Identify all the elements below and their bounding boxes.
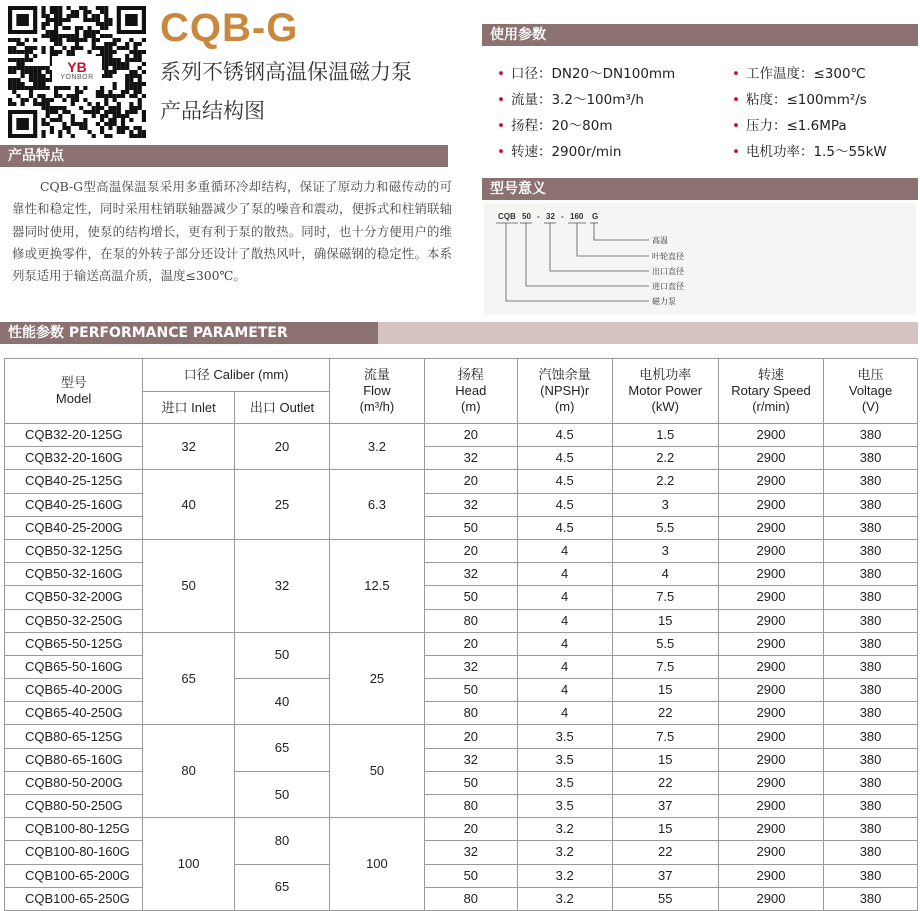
product-title: CQB-G	[160, 6, 299, 50]
cell-voltage: 380	[824, 771, 918, 794]
col-head: 扬程 Head (m)	[424, 359, 517, 424]
product-subtitle: 系列不锈钢高温保温磁力泵	[160, 60, 412, 84]
cell-speed: 2900	[718, 679, 823, 702]
cell-head: 32	[424, 655, 517, 678]
performance-header-bar	[0, 322, 918, 344]
cell-speed: 2900	[718, 887, 823, 910]
cell-voltage: 380	[824, 655, 918, 678]
cell-outlet: 32	[235, 539, 330, 632]
cell-speed: 2900	[718, 702, 823, 725]
cell-npsh: 4.5	[517, 516, 612, 539]
cell-head: 32	[424, 447, 517, 470]
cell-speed: 2900	[718, 586, 823, 609]
cell-outlet: 25	[235, 470, 330, 540]
cell-speed: 2900	[718, 632, 823, 655]
cell-speed: 2900	[718, 493, 823, 516]
cell-npsh: 4	[517, 609, 612, 632]
cell-npsh: 3.5	[517, 748, 612, 771]
col-motor-power: 电机功率 Motor Power (kW)	[612, 359, 718, 424]
cell-voltage: 380	[824, 516, 918, 539]
cell-npsh: 4.5	[517, 424, 612, 447]
performance-table	[4, 358, 918, 911]
code-label-outlet-dia: 出口直径	[652, 267, 684, 276]
cell-power: 22	[612, 841, 718, 864]
table-row	[5, 748, 918, 771]
cell-speed: 2900	[718, 841, 823, 864]
cell-model: CQB32-20-125G	[5, 424, 143, 447]
cell-npsh: 3.2	[517, 841, 612, 864]
cell-npsh: 4.5	[517, 493, 612, 516]
param-head: • 扬程：20～80m	[497, 118, 613, 134]
table-row	[5, 655, 918, 678]
cell-model: CQB50-32-250G	[5, 609, 143, 632]
cell-head: 32	[424, 748, 517, 771]
cell-speed: 2900	[718, 725, 823, 748]
table-row	[5, 632, 918, 655]
cell-voltage: 380	[824, 539, 918, 562]
cell-power: 37	[612, 864, 718, 887]
model-code-diagram	[484, 203, 916, 315]
cell-speed: 2900	[718, 470, 823, 493]
cell-model: CQB65-50-125G	[5, 632, 143, 655]
cell-outlet: 65	[235, 864, 330, 910]
cell-power: 15	[612, 818, 718, 841]
cell-model: CQB65-40-250G	[5, 702, 143, 725]
table-row	[5, 725, 918, 748]
brand-logo-text: YONBOR	[60, 74, 94, 81]
cell-npsh: 3.5	[517, 725, 612, 748]
cell-power: 15	[612, 748, 718, 771]
features-header-bar	[0, 145, 448, 167]
cell-model: CQB40-25-125G	[5, 470, 143, 493]
cell-power: 37	[612, 795, 718, 818]
cell-npsh: 4	[517, 632, 612, 655]
cell-speed: 2900	[718, 655, 823, 678]
table-row	[5, 563, 918, 586]
features-text: CQB-G型高温保温泵采用多重循环冷却结构，保证了原动力和磁传动的可靠性和稳定性，同时采用柱销联轴器减少了泵的噪音和震动，便拆式和柱销联轴器同时使用，使泵的结构增长，更有利于泵的散热。同时，也十分方便用户的维修或更换零件，在泵的外转子部分还设计了散热风叶，确保磁钢的稳定性。本系列泵适用于输送高温介质，温度≤300℃。	[12, 179, 452, 284]
cell-npsh: 3.5	[517, 795, 612, 818]
table-row	[5, 818, 918, 841]
cell-power: 2.2	[612, 447, 718, 470]
table-row	[5, 841, 918, 864]
cell-npsh: 4	[517, 586, 612, 609]
model-meaning-header-bar	[482, 178, 918, 200]
cell-model: CQB80-65-125G	[5, 725, 143, 748]
cell-speed: 2900	[718, 563, 823, 586]
cell-voltage: 380	[824, 563, 918, 586]
cell-model: CQB100-65-250G	[5, 887, 143, 910]
qr-code	[8, 6, 146, 138]
cell-voltage: 380	[824, 424, 918, 447]
table-row	[5, 539, 918, 562]
table-row	[5, 679, 918, 702]
col-flow: 流量 Flow (m³/h)	[329, 359, 424, 424]
table-row	[5, 864, 918, 887]
cell-power: 22	[612, 771, 718, 794]
cell-model: CQB50-32-200G	[5, 586, 143, 609]
code-label-impeller-dia: 叶轮直径	[652, 252, 684, 261]
cell-npsh: 4	[517, 563, 612, 586]
cell-speed: 2900	[718, 424, 823, 447]
cell-head: 80	[424, 887, 517, 910]
col-rotary-speed: 转速 Rotary Speed (r/min)	[718, 359, 823, 424]
brand-logo-mark: YB	[67, 59, 87, 75]
table-row	[5, 447, 918, 470]
cell-speed: 2900	[718, 748, 823, 771]
cell-model: CQB50-32-125G	[5, 539, 143, 562]
cell-model: CQB40-25-200G	[5, 516, 143, 539]
cell-outlet: 50	[235, 771, 330, 817]
col-npsh: 汽蚀余量 (NPSH)r (m)	[517, 359, 612, 424]
cell-power: 7.5	[612, 655, 718, 678]
cell-head: 32	[424, 493, 517, 516]
structure-diagram-label: 产品结构图	[160, 99, 265, 123]
cell-outlet: 65	[235, 725, 330, 771]
table-row	[5, 795, 918, 818]
col-outlet: 出口 Outlet	[235, 392, 330, 424]
cell-npsh: 4.5	[517, 447, 612, 470]
cell-head: 32	[424, 841, 517, 864]
cell-model: CQB80-50-200G	[5, 771, 143, 794]
param-motor-power: • 电机功率：1.5～55kW	[732, 144, 887, 160]
code-part-dash2: -	[561, 212, 564, 221]
cell-flow: 6.3	[329, 470, 424, 540]
cell-model: CQB32-20-160G	[5, 447, 143, 470]
cell-npsh: 3.5	[517, 771, 612, 794]
cell-speed: 2900	[718, 539, 823, 562]
col-inlet: 进口 Inlet	[143, 392, 235, 424]
cell-voltage: 380	[824, 679, 918, 702]
cell-voltage: 380	[824, 493, 918, 516]
param-caliber: • 口径：DN20～DN100mm	[497, 66, 676, 82]
cell-voltage: 380	[824, 818, 918, 841]
cell-outlet: 80	[235, 818, 330, 864]
cell-model: CQB100-80-125G	[5, 818, 143, 841]
table-row	[5, 609, 918, 632]
cell-npsh: 3.2	[517, 864, 612, 887]
cell-power: 55	[612, 887, 718, 910]
table-row	[5, 470, 918, 493]
cell-speed: 2900	[718, 447, 823, 470]
cell-speed: 2900	[718, 795, 823, 818]
cell-head: 50	[424, 679, 517, 702]
cell-inlet: 80	[143, 725, 235, 818]
cell-inlet: 32	[143, 424, 235, 470]
cell-flow: 12.5	[329, 539, 424, 632]
brand-logo	[52, 56, 102, 86]
usage-heading: 使用参数	[490, 27, 546, 43]
code-part-outlet: 32	[546, 212, 555, 221]
cell-voltage: 380	[824, 887, 918, 910]
cell-flow: 100	[329, 818, 424, 911]
cell-npsh: 4	[517, 655, 612, 678]
code-part-dash1: -	[537, 212, 540, 221]
code-part-cqb: CQB	[498, 212, 516, 221]
cell-power: 5.5	[612, 632, 718, 655]
cell-speed: 2900	[718, 516, 823, 539]
cell-voltage: 380	[824, 748, 918, 771]
model-code-svg	[484, 203, 916, 315]
cell-npsh: 4	[517, 679, 612, 702]
col-caliber: 口径 Caliber (mm)	[143, 359, 330, 392]
cell-model: CQB80-50-250G	[5, 795, 143, 818]
cell-npsh: 3.2	[517, 818, 612, 841]
cell-flow: 3.2	[329, 424, 424, 470]
cell-power: 7.5	[612, 725, 718, 748]
cell-speed: 2900	[718, 818, 823, 841]
cell-head: 80	[424, 795, 517, 818]
cell-head: 20	[424, 539, 517, 562]
cell-model: CQB65-50-160G	[5, 655, 143, 678]
cell-speed: 2900	[718, 771, 823, 794]
param-pressure: • 压力：≤1.6MPa	[732, 118, 847, 134]
cell-speed: 2900	[718, 864, 823, 887]
cell-head: 20	[424, 725, 517, 748]
cell-head: 20	[424, 424, 517, 447]
cell-voltage: 380	[824, 864, 918, 887]
cell-voltage: 380	[824, 702, 918, 725]
param-speed: • 转速：2900r/min	[497, 144, 622, 160]
performance-heading: 性能参数 PERFORMANCE PARAMETER	[8, 325, 288, 341]
cell-head: 80	[424, 609, 517, 632]
cell-npsh: 4.5	[517, 470, 612, 493]
cell-outlet: 20	[235, 424, 330, 470]
cell-npsh: 3.2	[517, 887, 612, 910]
cell-voltage: 380	[824, 841, 918, 864]
cell-outlet: 50	[235, 632, 330, 678]
cell-model: CQB65-40-200G	[5, 679, 143, 702]
code-part-g: G	[592, 212, 599, 221]
cell-model: CQB80-65-160G	[5, 748, 143, 771]
cell-flow: 50	[329, 725, 424, 818]
cell-head: 50	[424, 586, 517, 609]
cell-speed: 2900	[718, 609, 823, 632]
cell-power: 1.5	[612, 424, 718, 447]
cell-head: 50	[424, 516, 517, 539]
cell-head: 20	[424, 818, 517, 841]
param-viscosity: • 粘度：≤100mm²/s	[732, 92, 867, 108]
cell-head: 50	[424, 864, 517, 887]
cell-npsh: 4	[517, 539, 612, 562]
cell-inlet: 40	[143, 470, 235, 540]
cell-power: 5.5	[612, 516, 718, 539]
cell-power: 7.5	[612, 586, 718, 609]
cell-power: 2.2	[612, 470, 718, 493]
table-row	[5, 516, 918, 539]
cell-inlet: 65	[143, 632, 235, 725]
cell-inlet: 50	[143, 539, 235, 632]
cell-voltage: 380	[824, 609, 918, 632]
cell-voltage: 380	[824, 795, 918, 818]
table-row	[5, 586, 918, 609]
cell-model: CQB40-25-160G	[5, 493, 143, 516]
cell-voltage: 380	[824, 632, 918, 655]
code-part-impeller: 160	[570, 212, 584, 221]
code-label-high-temp: 高温	[652, 236, 668, 245]
param-temperature: • 工作温度：≤300℃	[732, 66, 866, 82]
cell-outlet: 40	[235, 679, 330, 725]
cell-head: 32	[424, 563, 517, 586]
table-row	[5, 702, 918, 725]
usage-header-bar	[482, 24, 918, 46]
code-label-magnetic-pump: 磁力泵	[652, 297, 676, 306]
cell-power: 4	[612, 563, 718, 586]
cell-flow: 25	[329, 632, 424, 725]
cell-inlet: 100	[143, 818, 235, 911]
cell-npsh: 4	[517, 702, 612, 725]
cell-power: 22	[612, 702, 718, 725]
cell-model: CQB100-80-160G	[5, 841, 143, 864]
cell-head: 80	[424, 702, 517, 725]
cell-voltage: 380	[824, 586, 918, 609]
cell-power: 15	[612, 609, 718, 632]
cell-power: 15	[612, 679, 718, 702]
performance-table-body	[5, 424, 918, 911]
cell-voltage: 380	[824, 447, 918, 470]
cell-voltage: 380	[824, 470, 918, 493]
model-meaning-heading: 型号意义	[490, 181, 546, 197]
cell-power: 3	[612, 539, 718, 562]
table-row	[5, 493, 918, 516]
table-row	[5, 771, 918, 794]
cell-head: 50	[424, 771, 517, 794]
table-row	[5, 424, 918, 447]
cell-model: CQB50-32-160G	[5, 563, 143, 586]
col-voltage: 电压 Voltage (V)	[824, 359, 918, 424]
code-part-inlet: 50	[522, 212, 531, 221]
code-label-inlet-dia: 进口直径	[652, 282, 684, 291]
cell-head: 20	[424, 470, 517, 493]
param-flow: • 流量：3.2～100m³/h	[497, 92, 644, 108]
cell-model: CQB100-65-200G	[5, 864, 143, 887]
col-model: 型号 Model	[5, 359, 143, 424]
cell-voltage: 380	[824, 725, 918, 748]
cell-power: 3	[612, 493, 718, 516]
table-row	[5, 887, 918, 910]
features-heading: 产品特点	[8, 148, 64, 164]
cell-head: 20	[424, 632, 517, 655]
